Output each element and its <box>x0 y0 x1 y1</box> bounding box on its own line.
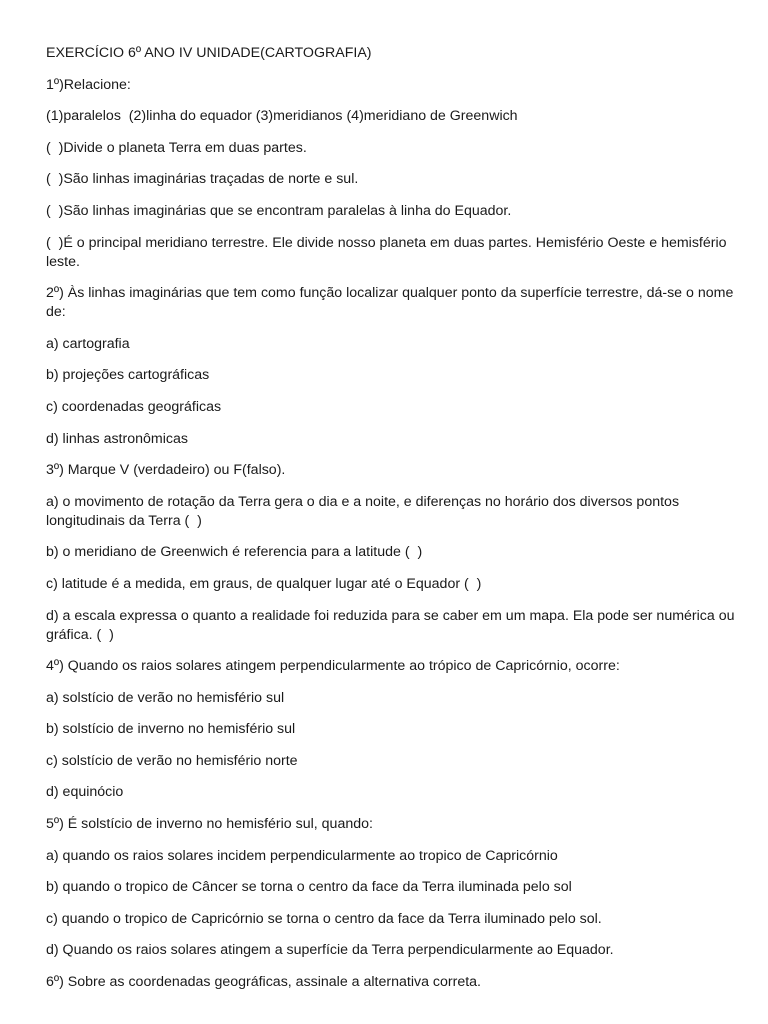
document-title: EXERCÍCIO 6º ANO IV UNIDADE(CARTOGRAFIA) <box>46 45 372 61</box>
question-6-heading: 6º) Sobre as coordenadas geográficas, assinale a alternativa correta. <box>46 974 481 991</box>
question-4-option-b: b) solstício de inverno no hemisfério sul <box>46 721 296 738</box>
question-3-item-a: a) o movimento de rotação da Terra gera o dia e a noite, e diferenças no horário dos diversos pontos longitudinais da Terra ( ) <box>46 493 683 529</box>
question-2-option-b: b) projeções cartográficas <box>46 367 210 384</box>
question-4-option-a: a) solstício de verão no hemisfério sul <box>46 689 285 706</box>
question-2-option-d: d) linhas astronômicas <box>46 430 188 447</box>
question-5-option-c: c) quando o tropico de Capricórnio se torna o centro da face da Terra iluminado pelo sol. <box>46 910 602 927</box>
question-2-option-c: c) coordenadas geográficas <box>46 398 222 415</box>
question-5-option-d: d) Quando os raios solares atingem a superfície da Terra perpendicularmente ao Equador. <box>46 942 614 959</box>
question-1-item-a: ( )Divide o planeta Terra em duas partes. <box>46 139 307 156</box>
question-3-item-b: b) o meridiano de Greenwich é referencia para a latitude ( ) <box>46 544 423 561</box>
question-5-option-b: b) quando o tropico de Câncer se torna o centro da face da Terra iluminada pelo sol <box>46 879 572 896</box>
question-3-item-d: d) a escala expressa o quanto a realidade foi reduzida para se caber em um mapa. Ela pode ser numérica ou gráfica. ( ) <box>46 607 739 643</box>
question-2-option-a: a) cartografia <box>46 335 130 352</box>
question-5-heading: 5º) É solstício de inverno no hemisfério sul, quando: <box>46 816 373 833</box>
question-4-option-d: d) equinócio <box>46 784 124 801</box>
question-1-heading: 1º)Relacione: <box>46 76 131 93</box>
question-1-item-c: ( )São linhas imaginárias que se encontram paralelas à linha do Equador. <box>46 202 512 219</box>
question-1-legend: (1)paralelos (2)linha do equador (3)meridianos (4)meridiano de Greenwich <box>46 108 518 125</box>
question-2-heading: 2º) Às linhas imaginárias que tem como função localizar qualquer ponto da superfície terrestre, dá-se o nome de: <box>46 285 738 321</box>
question-4-heading: 4º) Quando os raios solares atingem perpendicularmente ao trópico de Capricórnio, ocorre: <box>46 658 620 675</box>
question-3-item-c: c) latitude é a medida, em graus, de qualquer lugar até o Equador ( ) <box>46 575 482 592</box>
question-1-item-d: ( )É o principal meridiano terrestre. Ele divide nosso planeta em duas partes. Hemisfério Oeste e hemisfério leste. <box>46 234 731 270</box>
question-5-option-a: a) quando os raios solares incidem perpendicularmente ao tropico de Capricórnio <box>46 847 558 864</box>
question-1-item-b: ( )São linhas imaginárias traçadas de norte e sul. <box>46 171 359 188</box>
document-page <box>46 44 739 1005</box>
question-3-heading: 3º) Marque V (verdadeiro) ou F(falso). <box>46 462 286 479</box>
question-4-option-c: c) solstício de verão no hemisfério norte <box>46 752 298 769</box>
